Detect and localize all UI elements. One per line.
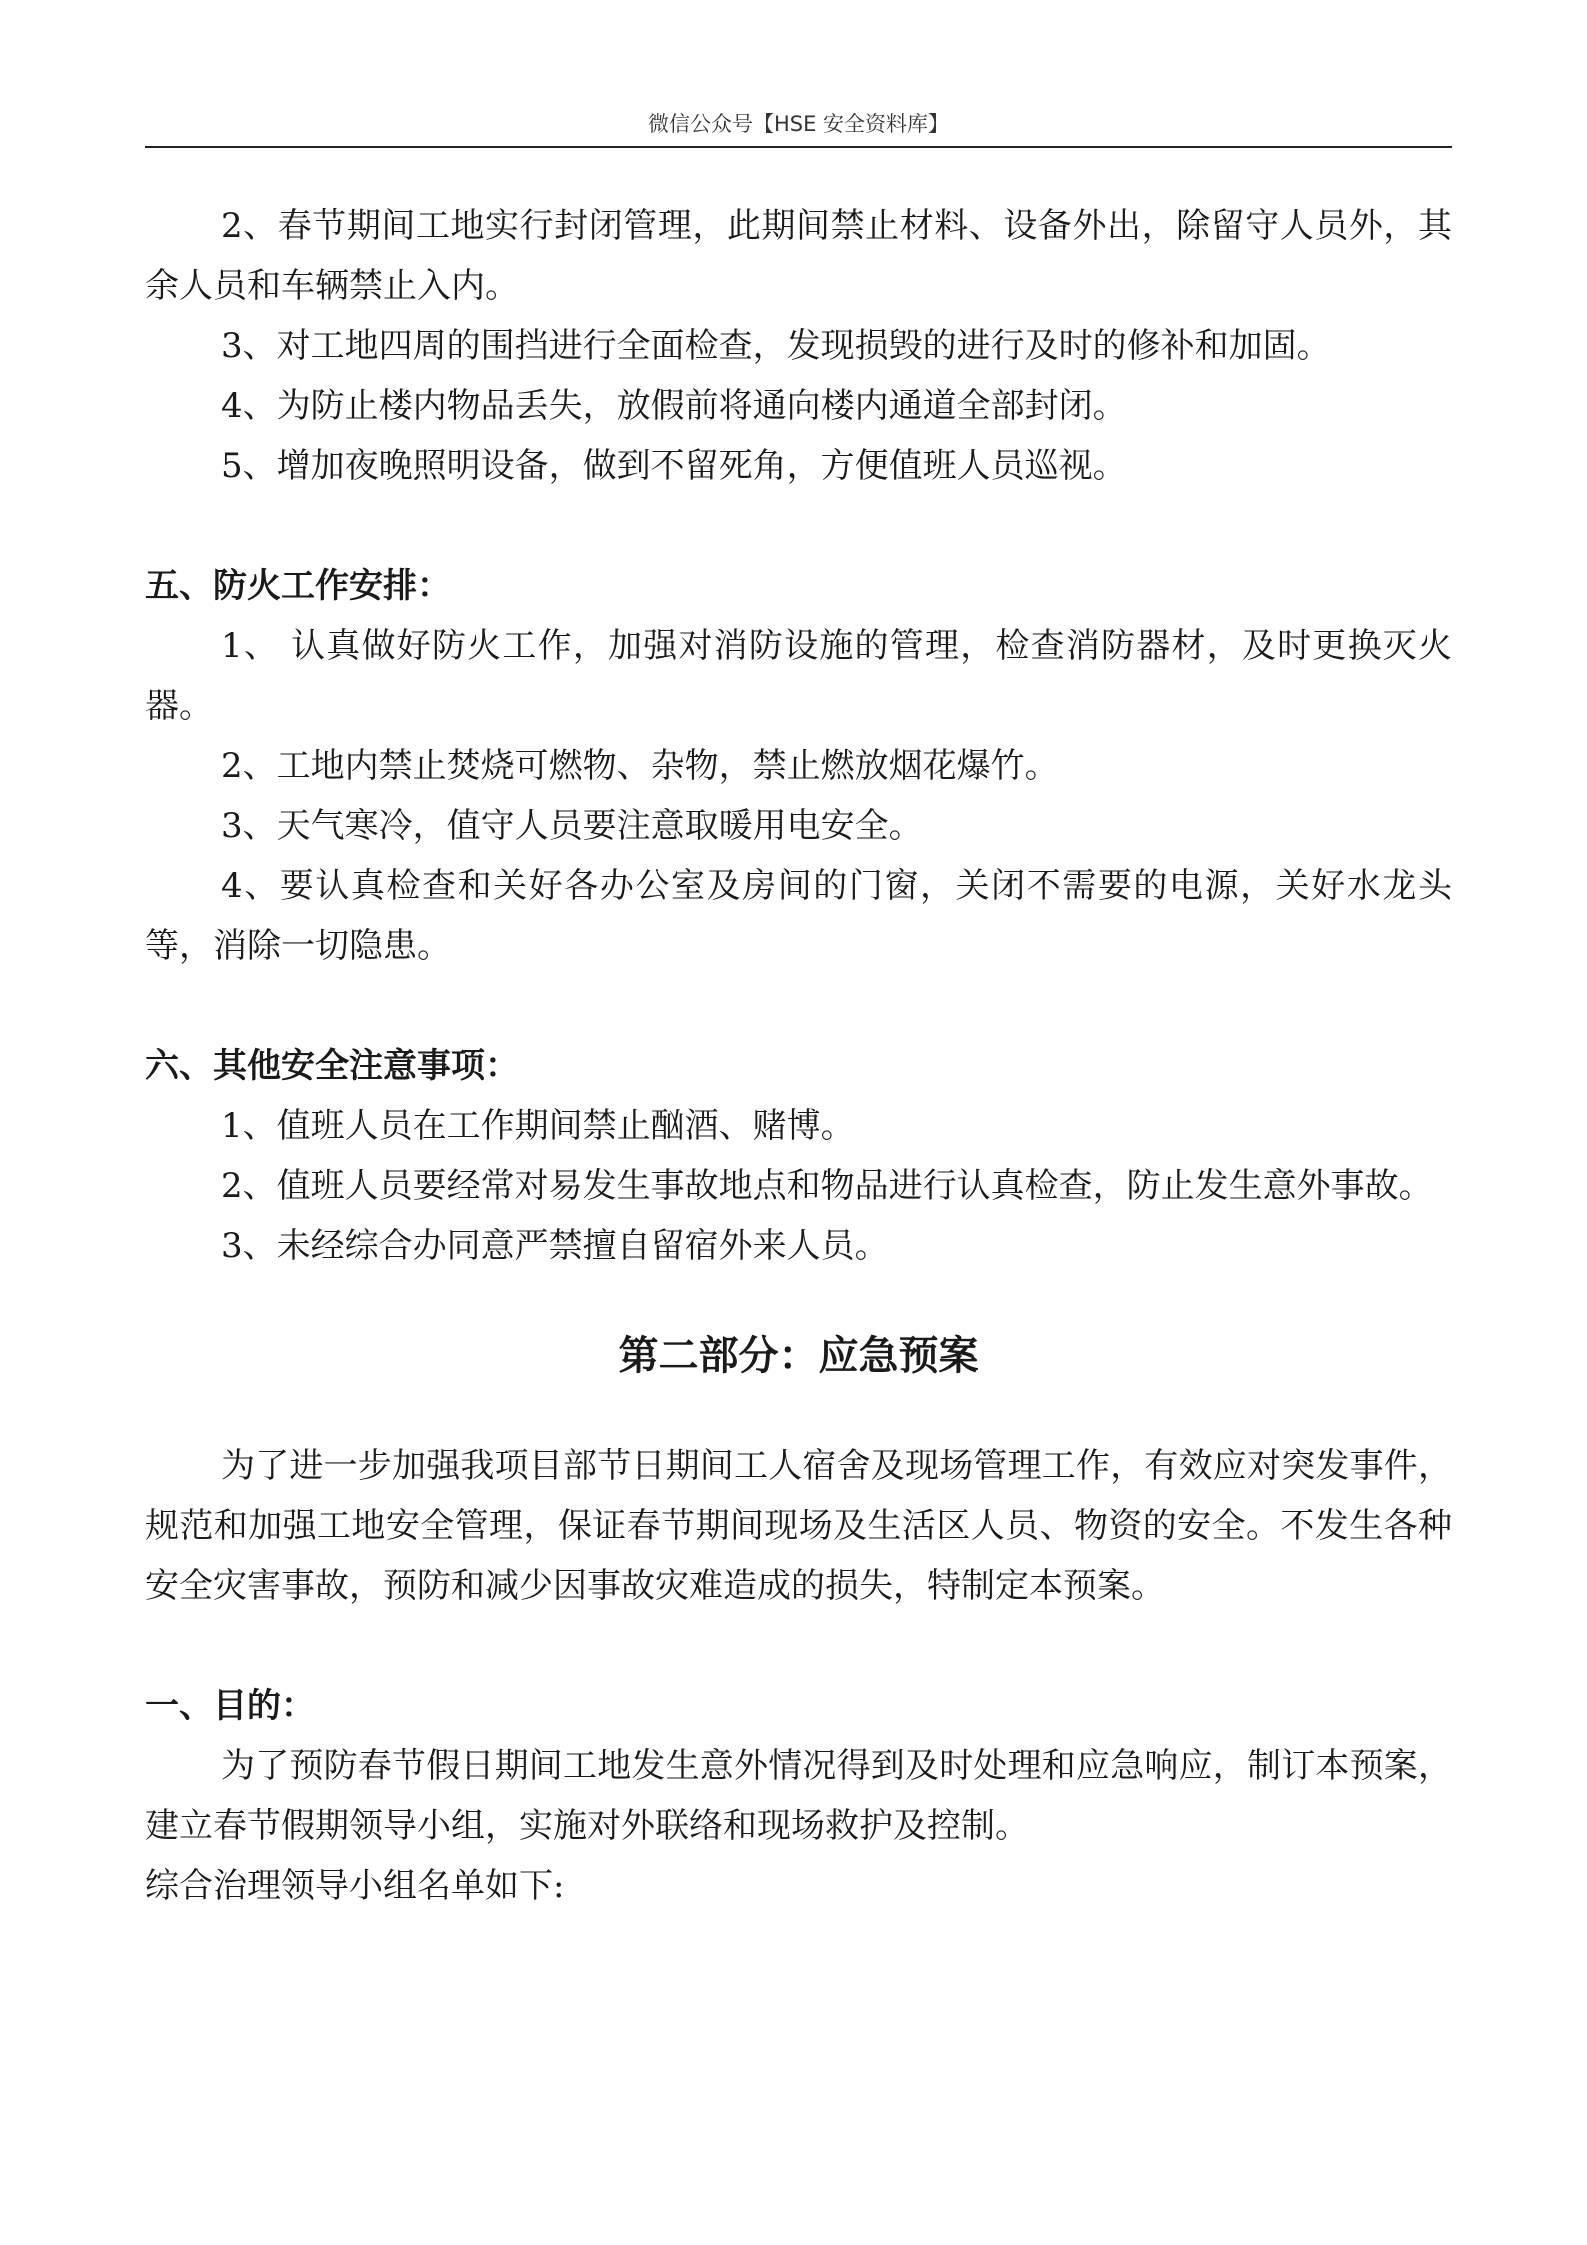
part2-intro: 为了进一步加强我项目部节日期间工人宿舍及现场管理工作，有效应对突发事件，规范和加强工地安全管理，保证春节期间现场及生活区人员、物资的安全。不发生各种安全灾害事故，预防和减少因事故灾难造成的损失，特制定本预案。 (145, 1446, 1452, 1606)
section6-item-1: 1、值班人员在工作期间禁止酗酒、赌博。 (221, 1106, 855, 1146)
section4-item-5: 5、增加夜晚照明设备，做到不留死角，方便值班人员巡视。 (221, 446, 1127, 486)
section6-item-2: 2、值班人员要经常对易发生事故地点和物品进行认真检查，防止发生意外事故。 (221, 1166, 1433, 1206)
purpose-heading: 一、目的： (145, 1686, 315, 1726)
header-divider (145, 146, 1452, 148)
purpose-text: 为了预防春节假日期间工地发生意外情况得到及时处理和应急响应，制订本预案，建立春节假期领导小组，实施对外联络和现场救护及控制。 (145, 1746, 1452, 1846)
section6-item-3: 3、未经综合办同意严禁擅自留宿外来人员。 (221, 1226, 889, 1266)
document-body (145, 196, 1452, 1916)
page-header: 微信公众号【HSE 安全资料库】 (647, 112, 950, 136)
section5-item-2: 2、工地内禁止焚烧可燃物、杂物，禁止燃放烟花爆竹。 (221, 746, 1059, 786)
part2-title: 第二部分：应急预案 (618, 1333, 979, 1379)
section5-item-3: 3、天气寒冷，值守人员要注意取暖用电安全。 (221, 806, 923, 846)
section6-heading: 六、其他安全注意事项： (145, 1046, 519, 1086)
section4-item-3: 3、对工地四周的围挡进行全面检查，发现损毁的进行及时的修补和加固。 (221, 326, 1331, 366)
leadership-list-intro: 综合治理领导小组名单如下: (145, 1866, 565, 1906)
section5-item-1: 1、 认真做好防火工作，加强对消防设施的管理，检查消防器材，及时更换灭火器。 (145, 626, 1452, 726)
section4-item-4: 4、为防止楼内物品丢失，放假前将通向楼内通道全部封闭。 (221, 386, 1127, 426)
section5-heading: 五、防火工作安排： (145, 566, 451, 606)
section5-item-4: 4、要认真检查和关好各办公室及房间的门窗，关闭不需要的电源，关好水龙头等，消除一切隐患。 (145, 866, 1452, 966)
section4-item-2: 2、春节期间工地实行封闭管理，此期间禁止材料、设备外出，除留守人员外，其余人员和车辆禁止入内。 (145, 206, 1452, 306)
